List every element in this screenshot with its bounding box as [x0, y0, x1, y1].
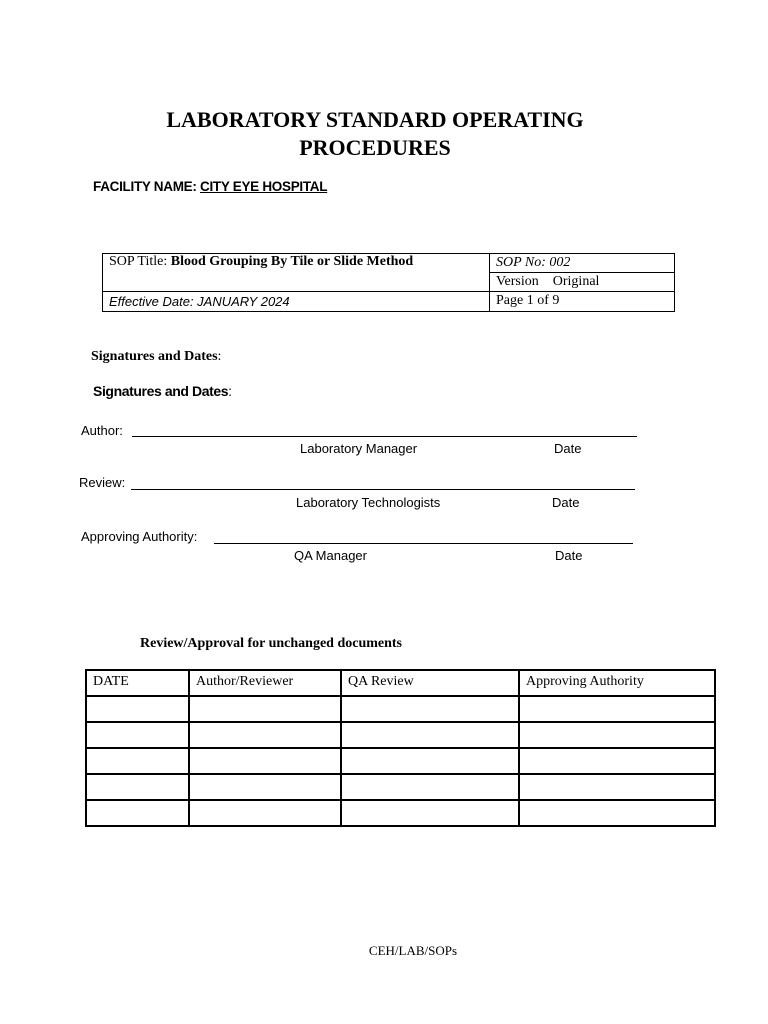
table-cell[interactable] — [519, 696, 715, 722]
review-approval-heading: Review/Approval for unchanged documents — [140, 636, 403, 651]
table-cell[interactable] — [189, 722, 341, 748]
table-cell[interactable] — [341, 774, 519, 800]
table-cell[interactable] — [519, 800, 715, 826]
table-row — [86, 696, 715, 722]
sop-title-label: SOP Title: — [109, 254, 168, 269]
table-cell[interactable] — [86, 748, 189, 774]
table-cell[interactable] — [519, 722, 715, 748]
review-date-label: Date — [552, 495, 580, 510]
table-cell[interactable] — [189, 774, 341, 800]
approving-authority-role: QA Manager — [294, 548, 367, 563]
page-footer: CEH/LAB/SOPs — [368, 943, 458, 958]
signatures-colon-alt: : — [228, 383, 232, 399]
review-approval-table — [85, 669, 716, 827]
facility-value: CITY EYE HOSPITAL — [200, 179, 328, 194]
facility-name — [93, 179, 327, 194]
approving-authority-label: Approving Authority: — [81, 529, 198, 544]
facility-label: FACILITY NAME: — [93, 179, 197, 194]
table-row — [86, 800, 715, 826]
table-row — [86, 722, 715, 748]
review-signature-line[interactable] — [131, 489, 635, 490]
signatures-heading-text: Signatures and Dates — [91, 349, 218, 364]
title-line-1: LABORATORY STANDARD OPERATING — [166, 107, 584, 132]
title-line-2: PROCEDURES — [299, 135, 451, 160]
column-header-qa-review: QA Review — [341, 670, 519, 696]
approving-authority-signature-line[interactable] — [214, 543, 633, 544]
table-cell[interactable] — [341, 722, 519, 748]
table-cell[interactable] — [341, 748, 519, 774]
column-header-approving-authority: Approving Authority — [519, 670, 715, 696]
signatures-heading-alt-text: Signatures and Dates — [93, 383, 229, 399]
signatures-heading-alt — [93, 383, 232, 399]
table-header-row — [86, 670, 715, 696]
table-cell[interactable] — [86, 774, 189, 800]
table-cell[interactable] — [189, 800, 341, 826]
author-label: Author: — [81, 423, 123, 438]
signatures-heading — [91, 349, 221, 365]
sop-page: Page 1 of 9 — [490, 292, 675, 312]
approving-authority-date-label: Date — [555, 548, 583, 563]
sop-version: Version Original — [490, 273, 675, 292]
table-cell[interactable] — [86, 800, 189, 826]
table-cell[interactable] — [86, 722, 189, 748]
table-cell[interactable] — [519, 774, 715, 800]
review-label: Review: — [79, 475, 126, 490]
signatures-colon: : — [217, 349, 222, 364]
sop-effective-date: Effective Date: JANUARY 2024 — [103, 292, 490, 312]
table-cell[interactable] — [519, 748, 715, 774]
table-cell[interactable] — [86, 696, 189, 722]
table-cell[interactable] — [189, 748, 341, 774]
table-cell[interactable] — [341, 696, 519, 722]
table-cell[interactable] — [189, 696, 341, 722]
author-signature-line[interactable] — [132, 436, 637, 437]
column-header-date: DATE — [86, 670, 189, 696]
sop-title-value: Blood Grouping By Tile or Slide Method — [170, 254, 414, 269]
table-row — [86, 748, 715, 774]
sop-info-table — [102, 253, 675, 312]
document-title — [0, 106, 750, 162]
review-role: Laboratory Technologists — [296, 495, 441, 510]
table-row — [86, 774, 715, 800]
sop-number: SOP No: 002 — [490, 254, 675, 273]
author-role: Laboratory Manager — [300, 441, 418, 456]
column-header-author-reviewer: Author/Reviewer — [189, 670, 341, 696]
author-date-label: Date — [554, 441, 582, 456]
sop-title-cell — [103, 254, 490, 292]
table-cell[interactable] — [341, 800, 519, 826]
